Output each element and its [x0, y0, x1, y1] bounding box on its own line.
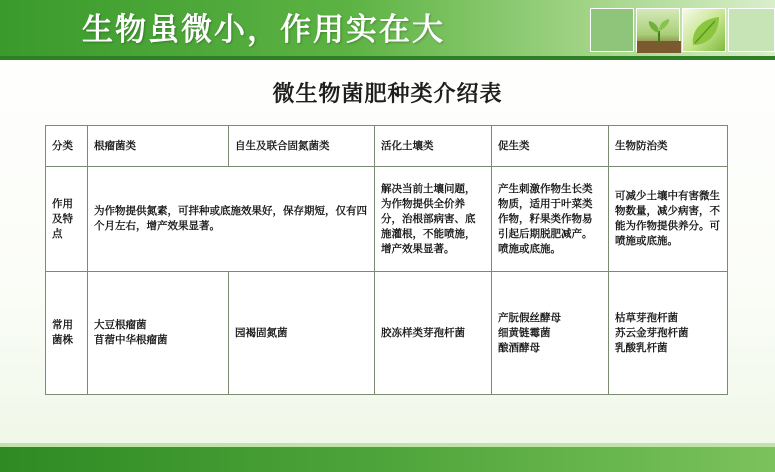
strain-name: 细黄链霉菌 — [498, 326, 551, 339]
row-label: 常用菌株 — [46, 272, 88, 395]
sprout-icon — [637, 9, 681, 53]
strain-name: 大豆根瘤菌 — [94, 319, 147, 331]
header-band — [0, 0, 775, 60]
strain-name: 苜蓿中华根瘤菌 — [94, 334, 168, 346]
table-row-strains — [46, 272, 728, 395]
column-header: 自生及联合固氮菌类 — [229, 126, 375, 167]
column-header: 活化土壤类 — [375, 126, 492, 167]
strain-name: 乳酸乳杆菌 — [615, 341, 668, 354]
row-label: 作用及特点 — [46, 167, 88, 272]
strain-name: 胶冻样类芽孢杆菌 — [381, 326, 465, 339]
table-cell — [375, 272, 492, 395]
table-cell — [609, 272, 728, 395]
strain-name: 酿酒酵母 — [498, 341, 540, 354]
leaf-icon — [683, 9, 727, 53]
header-tile — [590, 8, 634, 52]
fertilizer-table — [45, 125, 728, 395]
header-tile-sprout — [636, 8, 680, 52]
table-cell: 可减少土壤中有害微生物数量，减少病害，不能为作物提供养分。可喷施或底施。 — [609, 167, 728, 272]
table-header-row — [46, 126, 728, 167]
table-title: 微生物菌肥种类介绍表 — [272, 81, 503, 107]
table-cell — [229, 272, 375, 395]
strain-name: 产朊假丝酵母 — [498, 311, 561, 324]
page-title: 生物虽微小，作用实在大 — [82, 12, 445, 48]
strain-name: 园褐固氮菌 — [235, 326, 288, 339]
column-header: 根瘤菌类 — [88, 126, 229, 167]
table-row-function — [46, 167, 728, 272]
footer-band — [0, 443, 775, 472]
table-cell — [492, 272, 609, 395]
strain-name: 枯草芽孢杆菌 — [615, 311, 678, 324]
table-cell: 解决当前土壤问题，为作物提供全价养分，治根部病害、底施灌根，不能喷施，增产效果显著。 — [375, 167, 492, 272]
header-tile-leaf — [682, 8, 726, 52]
column-header: 分类 — [46, 126, 88, 167]
column-header: 生物防治类 — [609, 126, 728, 167]
table-cell — [88, 272, 229, 395]
header-tile — [728, 8, 775, 52]
strain-name: 苏云金芽孢杆菌 — [615, 326, 689, 339]
table-cell: 产生刺激作物生长类物质，适用于叶菜类作物，籽果类作物易引起后期脱肥减产。喷施或底施。 — [492, 167, 609, 272]
table-cell: 为作物提供氮素，可拌种或底施效果好，保存期短，仅有四个月左右，增产效果显著。 — [88, 167, 375, 272]
column-header: 促生类 — [492, 126, 609, 167]
